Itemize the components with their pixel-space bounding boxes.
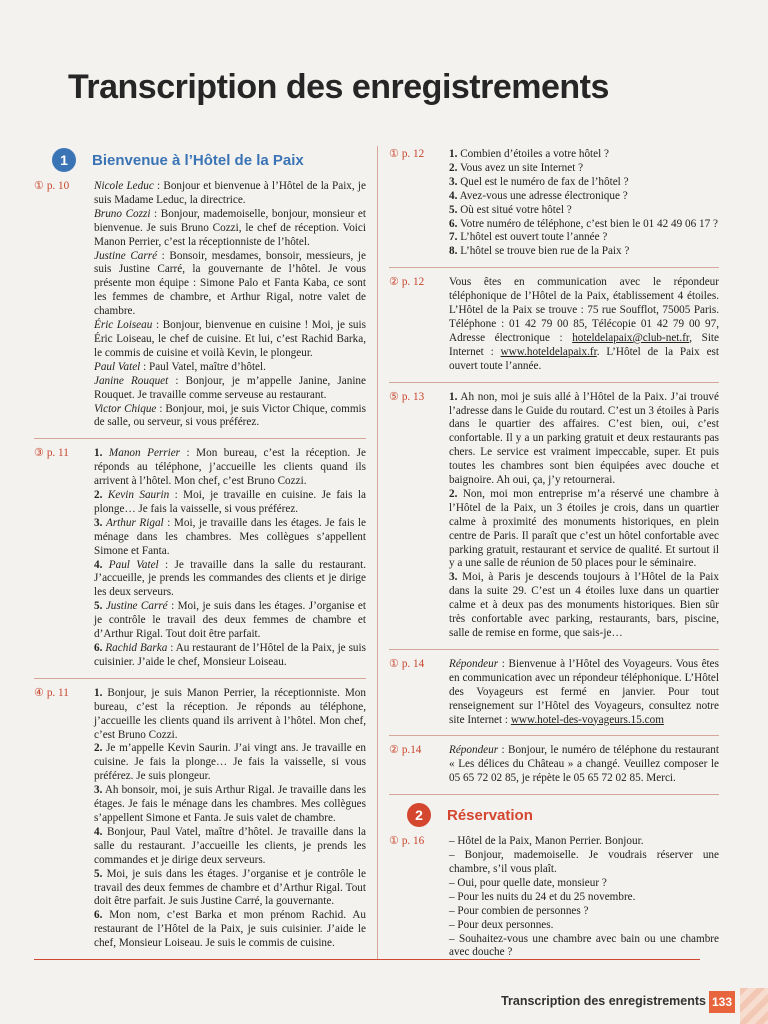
entry-separator bbox=[389, 382, 719, 383]
line-text: : Moi, je travaille en cuisine. Je fais la plonge… Je fais la vaisselle, si vous préférez. bbox=[94, 489, 366, 515]
line-text: : Bonjour, bienvenue en cuisine ! Moi, je suis Éric Loiseau, le chef de cuisine. Et lui, c’est Rachid Barka, le commis de cuisine et voilà Kevin, le plongeur. bbox=[94, 319, 366, 359]
transcript-line bbox=[94, 909, 366, 951]
item-number: 1. bbox=[94, 686, 103, 699]
transcript-entry bbox=[34, 447, 366, 670]
transcript-line bbox=[449, 658, 719, 728]
entry-separator bbox=[389, 735, 719, 736]
line-text: Quel est le numéro de fax de l’hôtel ? bbox=[457, 175, 629, 188]
email-link[interactable]: hoteldelapaix@club-net.fr bbox=[572, 331, 690, 344]
transcript-line bbox=[94, 375, 366, 403]
exercise-ref: ⑤ p. 13 bbox=[389, 390, 425, 403]
dialogue-line: – Oui, pour quelle date, monsieur ? bbox=[449, 876, 607, 889]
speaker-name: Paul Vatel bbox=[94, 360, 141, 373]
transcript-line bbox=[94, 742, 366, 784]
line-text: Où est situé votre hôtel ? bbox=[457, 203, 572, 216]
item-number: 5. bbox=[94, 600, 103, 613]
dialogue-line: – Bonjour, mademoiselle. Je voudrais réserver une chambre, s’il vous plaît. bbox=[449, 849, 719, 875]
line-text: : Bonjour, moi, je suis Victor Chique, commis de salle, ou serveur, si vous préférez. bbox=[94, 402, 367, 429]
item-number: 4. bbox=[94, 558, 103, 571]
speaker-name: Bruno Cozzi bbox=[94, 207, 151, 220]
item-number: 6. bbox=[449, 217, 458, 230]
line-text: Bonjour, je suis Manon Perrier, la réceptionniste. Mon bureau, c’est la réception. Je réponds au téléphone, j’accueille les clients quand ils arrivent à l’hôtel. Mon chef, c’est Bruno Cozzi. bbox=[94, 686, 366, 741]
line-text: L’hôtel se trouve bien rue de la Paix ? bbox=[457, 245, 630, 258]
transcript-line bbox=[94, 447, 366, 489]
item-number: 1. bbox=[449, 148, 458, 160]
speaker-name: Janine Rouquet bbox=[94, 374, 169, 387]
line-text: Votre numéro de téléphone, c’est bien le 01 42 49 06 17 ? bbox=[457, 217, 718, 230]
transcript-entry bbox=[389, 835, 719, 960]
exercise-ref: ① p. 10 bbox=[34, 180, 70, 192]
transcript-line bbox=[449, 176, 719, 190]
transcript-line bbox=[449, 231, 719, 245]
transcript-line bbox=[94, 687, 366, 743]
transcript-line bbox=[449, 744, 719, 786]
speaker-name: Répondeur bbox=[449, 744, 499, 757]
transcript-line bbox=[94, 826, 366, 868]
line-text: Moi, je suis dans les étages. J’organise et je contrôle le travail des deux femmes de chambre et d’Arthur Rigal. Tout doit être parfait. Je suis Justine Carré, la gouvernante. bbox=[94, 867, 366, 908]
line-text: Bonjour, Paul Vatel, maître d’hôtel. Je travaille dans la salle du restaurant. J’accueille les clients, je prends les commandes et je dirige deux serveurs. bbox=[94, 825, 366, 866]
entry-separator bbox=[389, 649, 719, 650]
item-number: 3. bbox=[94, 784, 103, 797]
line-text: Ah non, moi je suis allé à l’Hôtel de la Paix. J’ai trouvé l’adresse dans le Guide du routard. C’est un 3 étoiles à Paris dans le quartier des affaires. C’est bien, oui, c’est confortable. Il y a un parking gratuit et deux restaurants pas chers. Le service est vraiment impeccable, super. Et puis toutes les chambres sont bien équipées avec douche et baignoire. Ah oui, ça, j’y retournerai. bbox=[449, 390, 719, 487]
speaker-name: Arthur Rigal bbox=[105, 516, 164, 529]
dialogue-line: – Pour combien de personnes ? bbox=[449, 904, 589, 917]
line-text: : Paul Vatel, maître d’hôtel. bbox=[140, 360, 266, 373]
item-number: 2. bbox=[94, 489, 103, 502]
transcript-line bbox=[94, 208, 366, 250]
line-text: , Site Internet : bbox=[449, 331, 720, 358]
section-number-badge: 2 bbox=[407, 803, 431, 827]
transcript-line bbox=[94, 489, 366, 517]
transcript-line bbox=[94, 403, 366, 431]
dialogue-line: – Pour les nuits du 24 et du 25 novembre. bbox=[449, 890, 636, 903]
dialogue-line: – Souhaitez-vous une chambre avec bain ou une chambre avec douche ? bbox=[449, 932, 719, 959]
exercise-ref: ① p. 12 bbox=[389, 148, 425, 160]
item-number: 6. bbox=[94, 909, 103, 922]
footer-title: Transcription des enregistrements bbox=[501, 994, 706, 1008]
dialogue-line: – Hôtel de la Paix, Manon Perrier. Bonjour. bbox=[449, 835, 644, 848]
speaker-name: Victor Chique bbox=[94, 402, 157, 415]
item-number: 4. bbox=[449, 189, 458, 202]
section-title: Bienvenue à l’Hôtel de la Paix bbox=[92, 151, 304, 169]
line-text: Combien d’étoiles a votre hôtel ? bbox=[457, 148, 610, 160]
item-number: 8. bbox=[449, 245, 458, 258]
exercise-ref: ④ p. 11 bbox=[34, 686, 69, 699]
item-number: 2. bbox=[449, 161, 458, 174]
footer-rule bbox=[34, 959, 700, 960]
exercise-ref: ② p.14 bbox=[389, 744, 422, 757]
transcript-entry bbox=[34, 180, 366, 430]
line-text: Mon nom, c’est Barka et mon prénom Rachid. Au restaurant de l’Hôtel de la Paix, je suis cuisinier. J’aide le chef, Monsieur Loiseau. Je suis le commis de cuisine. bbox=[94, 909, 366, 950]
transcript-entry bbox=[389, 744, 719, 786]
line-text: . L’Hôtel de la Paix est ouvert toute l’année. bbox=[449, 345, 719, 372]
item-number: 6. bbox=[94, 642, 103, 654]
transcript-line bbox=[449, 391, 719, 488]
line-text: : Bienvenue à l’Hôtel des Voyageurs. Vous êtes en communication avec un répondeur téléphonique. L’Hôtel des Voyageurs est fermé en janvier. Pour tout renseignement sur l’Hôtel des Voyageurs, consultez notre site Internet : bbox=[449, 657, 719, 726]
speaker-name: Kevin Saurin bbox=[107, 489, 170, 502]
line-text: Avez-vous une adresse électronique ? bbox=[457, 189, 628, 202]
transcript-line bbox=[94, 517, 366, 559]
transcript-entry bbox=[389, 658, 719, 728]
speaker-name: Manon Perrier bbox=[108, 447, 181, 460]
line-text: Je m’appelle Kevin Saurin. J’ai vingt ans. Je travaille en cuisine. Je fais la plonge… Je fais la vaisselle, si vous préférez. Je suis plongeur. bbox=[94, 742, 366, 783]
line-text: Vous êtes en communication avec le répondeur téléphonique de l’Hôtel de la Paix, établissement 4 étoiles. L’Hôtel de la Paix se trouve : 75 rue Soufflot, 75005 Paris. Téléphone : 01 42 79 00 85, Télécopie 01 42 79 00 97, Adresse électronique : bbox=[449, 276, 719, 344]
exercise-ref: ② p. 12 bbox=[389, 276, 425, 289]
item-number: 3. bbox=[449, 175, 458, 188]
left-column bbox=[34, 148, 366, 951]
exercise-ref: ① p. 16 bbox=[389, 835, 425, 848]
line-text: Ah bonsoir, moi, je suis Arthur Rigal. Je travaille dans les étages. Je fais le ménage dans les chambres. Mes collègues s’appellent Simone et Fanta. Je suis valet de chambre. bbox=[94, 784, 366, 824]
speaker-name: Nicole Leduc bbox=[94, 180, 154, 192]
section-number-badge: 1 bbox=[52, 148, 76, 172]
transcript-entry bbox=[389, 276, 719, 373]
transcript-entry bbox=[389, 391, 719, 641]
line-text: : Mon bureau, c’est la réception. Je réponds au téléphone, j’accueille les clients quand ils arrivent à l’hôtel. Mon chef, c’est Bruno Cozzi. bbox=[94, 447, 366, 488]
transcript-line bbox=[94, 559, 366, 601]
entry-separator bbox=[389, 794, 719, 795]
section-title: Réservation bbox=[447, 806, 533, 824]
item-number: 1. bbox=[94, 447, 103, 460]
website-link[interactable]: www.hotel-des-voyageurs.15.com bbox=[510, 713, 664, 726]
transcript-line bbox=[449, 190, 719, 204]
line-text: : Bonjour, mademoiselle, bonjour, monsieur et bienvenue. Je suis Bruno Cozzi, le chef de réception. Voici Manon Perrier, c’est la réceptionniste de l’hôtel. bbox=[94, 207, 367, 248]
speaker-name: Justine Carré bbox=[94, 249, 158, 262]
section-heading-1 bbox=[52, 148, 366, 172]
transcript-line bbox=[94, 361, 366, 375]
speaker-name: Paul Vatel bbox=[108, 558, 159, 571]
line-text: : Bonjour et bienvenue à l’Hôtel de la Paix, je suis Madame Leduc, la directrice. bbox=[94, 180, 366, 206]
transcript-line bbox=[94, 868, 366, 910]
transcript-line bbox=[449, 571, 719, 641]
transcript-line bbox=[449, 245, 719, 259]
dialogue-line: – Pour deux personnes. bbox=[449, 918, 554, 931]
website-link[interactable]: www.hoteldelapaix.fr bbox=[500, 345, 597, 358]
transcript-line bbox=[94, 642, 366, 670]
line-text: : Au restaurant de l’Hôtel de la Paix, je suis cuisinier. J’aide le chef, Monsieur Loiseau. bbox=[94, 642, 366, 668]
transcript-entry bbox=[389, 148, 719, 259]
speaker-name: Éric Loiseau bbox=[94, 319, 153, 332]
speaker-name: Répondeur bbox=[449, 657, 499, 670]
line-text: : Moi, je suis dans les étages. J’organise et je contrôle le travail des deux femmes de chambre et d’Arthur Rigal. Tout doit être parfait. bbox=[94, 600, 366, 641]
entry-separator bbox=[34, 438, 366, 439]
item-number: 2. bbox=[94, 742, 103, 755]
item-number: 7. bbox=[449, 231, 458, 244]
page-number: 133 bbox=[709, 991, 735, 1013]
transcript-line bbox=[94, 784, 366, 826]
section-heading-2 bbox=[407, 803, 719, 827]
item-number: 5. bbox=[449, 203, 458, 216]
transcript-line bbox=[94, 600, 366, 642]
transcript-line bbox=[449, 148, 719, 162]
item-number: 3. bbox=[449, 571, 458, 584]
transcript-line bbox=[449, 162, 719, 176]
transcript-line bbox=[94, 180, 366, 208]
line-text: Non, moi mon entreprise m’a réservé une chambre à l’Hôtel de la Paix, un 3 étoiles je crois, dans un quartier calme à proximité des monuments historiques, en plein centre de Paris. Il paraît que c’est un hôtel confortable avec parking gratuit, restaurant et service de qualité. Et surtout il y a une salle de réunion de 50 places pour le séminaire. bbox=[449, 487, 719, 570]
transcript-line bbox=[449, 204, 719, 218]
line-text: : Bonsoir, mesdames, bonsoir, messieurs, je suis Justine Carré, la gouvernante de l’hôtel. Je vous présente mon équipe : Simone Palo et Fanta Kaba, ce sont les femmes de chambre, et Arthur Rigal, notre valet de chambre. bbox=[94, 249, 366, 318]
line-text: Moi, à Paris je descends toujours à l’Hôtel de la Paix dans la suite 29. C’est un 4 étoiles luxe dans un quartier calme et à deux pas des monuments historiques. Bien sûr très confortable avec parking, restaurants, bars, piscine, salle de remise en forme, que sais-je… bbox=[449, 571, 719, 639]
line-text: : Moi, je travaille dans les étages. Je fais le ménage dans les chambres. Mes collègues s’appellent Simone et Fanta. bbox=[94, 516, 367, 557]
line-text: : Je travaille dans la salle du restaurant. J’accueille, je prends les commandes des clients et je dirige les deux serveurs. bbox=[94, 558, 367, 599]
transcript-entry bbox=[34, 687, 366, 951]
transcript-line bbox=[449, 488, 719, 571]
transcript-line bbox=[94, 250, 366, 320]
item-number: 2. bbox=[449, 487, 458, 500]
item-number: 3. bbox=[94, 516, 103, 529]
corner-decoration bbox=[740, 988, 768, 1024]
speaker-name: Justine Carré bbox=[105, 600, 168, 613]
transcript-line bbox=[449, 218, 719, 232]
line-text: Vous avez un site Internet ? bbox=[457, 161, 584, 174]
item-number: 1. bbox=[449, 390, 458, 403]
exercise-ref: ① p. 14 bbox=[389, 657, 425, 670]
right-column bbox=[389, 148, 719, 960]
item-number: 4. bbox=[94, 825, 103, 838]
page-title: Transcription des enregistrements bbox=[68, 68, 609, 106]
line-text: : Bonjour, je m’appelle Janine, Janine Rouquet. Je travaille comme serveuse au restaurant. bbox=[94, 374, 366, 401]
line-text: : Bonjour, le numéro de téléphone du restaurant « Les délices du Château » a changé. Veuillez composer le 05 65 72 02 85, je répète le 05 65 72 02 85. Merci. bbox=[449, 744, 719, 785]
speaker-name: Rachid Barka bbox=[105, 642, 168, 654]
line-text: L’hôtel est ouvert toute l’année ? bbox=[457, 231, 608, 244]
item-number: 5. bbox=[94, 867, 103, 880]
entry-separator bbox=[389, 267, 719, 268]
transcript-line bbox=[94, 319, 366, 361]
exercise-ref: ③ p. 11 bbox=[34, 447, 69, 460]
column-divider bbox=[377, 146, 378, 960]
entry-separator bbox=[34, 678, 366, 679]
transcript-line bbox=[449, 276, 719, 373]
